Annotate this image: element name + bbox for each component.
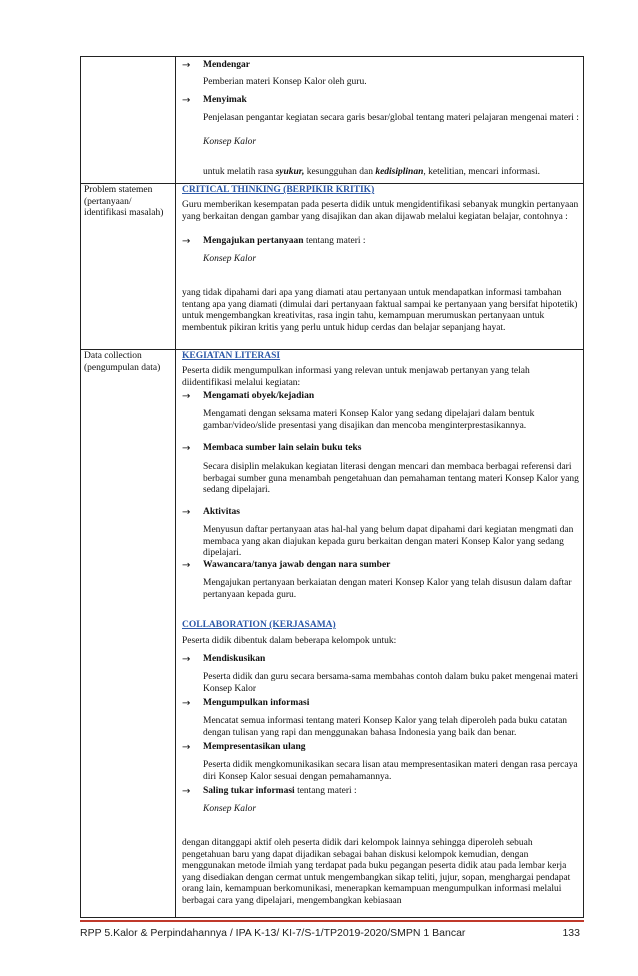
topic-text: Konsep Kalor — [203, 804, 257, 814]
arrow-icon: → — [182, 507, 191, 518]
arrow-icon: → — [182, 698, 191, 709]
arrow-icon: → — [182, 786, 191, 797]
activity-heading: Mengajukan pertanyaan tentang materi : — [203, 236, 366, 246]
activity-heading: Mengumpulkan informasi — [203, 698, 310, 708]
closing-text: dengan ditanggapi aktif oleh peserta didik dari kelompok lainnya sehingga diperoleh sebuah pengetahuan baru yang dapat dijadikan sebagai bahan diskusi kelompok kemudian, dengan menggunakan metode ilmiah yang terdapat pada buku pegangan peserta didik atau pada lembar kerja yang disediakan dengan cermat untuk mengembangkan sikap teliti, jujur, sopan, menghargai pendapat orang lain, kemampuan berkomunikasi, menerapkan kemampuan mengumpulkan informasi melalui berbagai cara yang dipelajari, mengembangkan kebiasaan — [182, 838, 571, 906]
activity-heading: Wawancara/tanya jawab dengan nara sumber — [203, 560, 391, 570]
arrow-icon: → — [182, 60, 191, 71]
arrow-icon: → — [182, 742, 191, 753]
table-row — [81, 349, 583, 917]
activity-text: Peserta didik dan guru secara bersama-sama membahas contoh dalam buku paket mengenai materi Konsep Kalor — [203, 672, 579, 694]
activity-text: Mengajukan pertanyaan berkaiatan dengan materi Konsep Kalor yang telah disusun dalam daftar pertanyaan kepada guru. — [203, 578, 572, 600]
activity-text: Penjelasan pengantar kegiatan secara garis besar/global tentang materi pelajaran mengenai materi : — [203, 113, 579, 123]
row-content-cell — [176, 57, 583, 177]
activity-heading: Mendiskusikan — [203, 654, 266, 664]
row-label-cell: Problem statemen (pertanyaan/ identifikasi masalah) — [81, 184, 176, 349]
section-intro: Guru memberikan kesempatan pada peserta didik untuk mengidentifikasi sebanyak mungkin pertanyaan yang berkaitan dengan gambar yang disajikan dan akan dijawab melalui kegiatan belajar, contohnya : — [182, 200, 579, 222]
closing-text: untuk melatih rasa syukur, kesungguhan dan kedisiplinan, ketelitian, mencari informasi. — [203, 167, 540, 177]
activity-heading: Saling tukar informasi tentang materi : — [203, 786, 357, 796]
arrow-icon: → — [182, 560, 191, 571]
section-intro: Peserta didik dibentuk dalam beberapa kelompok untuk: — [182, 636, 397, 646]
topic-text: Konsep Kalor — [203, 137, 257, 147]
activity-heading: Mempresentasikan ulang — [203, 742, 306, 752]
arrow-icon: → — [182, 654, 191, 665]
row-label-cell: Data collection (pengumpulan data) — [81, 350, 176, 917]
activity-heading: Aktivitas — [203, 507, 240, 517]
topic-text: Konsep Kalor — [203, 254, 257, 264]
section-title: CRITICAL THINKING (BERPIKIR KRITIK) — [182, 185, 375, 195]
activity-heading: Menyimak — [203, 95, 247, 105]
row-label-cell — [81, 57, 176, 183]
lesson-plan-table — [80, 56, 584, 918]
activity-text: Peserta didik mengkomunikasikan secara lisan atau mempresentasikan materi dengan rasa percaya diri Konsep Kalor sesuai dengan pemahamannya. — [203, 760, 578, 782]
section-title: COLLABORATION (KERJASAMA) — [182, 620, 336, 630]
arrow-icon: → — [182, 391, 191, 402]
activity-text: Secara disiplin melakukan kegiatan literasi dengan mencari dan membaca berbagai referensi dari berbagai sumber guna menambah pengetahuan dan pemahaman tentang materi Konsep Kalor yang sedang dipelajari. — [203, 462, 579, 496]
activity-text: Pemberian materi Konsep Kalor oleh guru. — [203, 77, 367, 87]
activity-text: Mencatat semua informasi tentang materi Konsep Kalor yang telah diperoleh pada buku catatan dengan tulisan yang rapi dan menggunakan bahasa Indonesia yang baik dan benar. — [203, 716, 568, 738]
arrow-icon: → — [182, 443, 191, 454]
table-row — [81, 183, 583, 349]
closing-text: yang tidak dipahami dari apa yang diamati atau pertanyaan untuk mendapatkan informasi tambahan tentang apa yang diamati (dimulai dari pertanyaan faktual sampai ke pertanyaan yang bersifat hipotetik) untuk mengembangkan kreativitas, rasa ingin tahu, kemampuan merumuskan pertanyaan untuk membentuk pikiran kritis yang perlu untuk hidup cerdas dan belajar sepanjang hayat. — [182, 288, 578, 333]
activity-heading: Mendengar — [203, 60, 250, 70]
section-intro: Peserta didik mengumpulkan informasi yang relevan untuk menjawab pertanyan yang telah diidentifikasi melalui kegiatan: — [182, 366, 530, 388]
footer-text: RPP 5.Kalor & Perpindahannya / IPA K-13/ KI-7/S-1/TP2019-2020/SMPN 1 Bancar — [80, 927, 466, 939]
row-content-cell — [176, 184, 583, 333]
activity-text: Mengamati dengan seksama materi Konsep Kalor yang sedang dipelajari dalam bentuk gambar/video/slide presentasi yang disajikan dan mencoba menginterprestasikannya. — [203, 409, 535, 431]
section-title: KEGIATAN LITERASI — [182, 351, 281, 361]
page-number: 133 — [562, 927, 580, 939]
table-row — [81, 57, 583, 183]
arrow-icon: → — [182, 236, 191, 247]
arrow-icon: → — [182, 95, 191, 106]
row-content-cell — [176, 350, 583, 906]
activity-text: Menyusun daftar pertanyaan atas hal-hal yang belum dapat dipahami dari kegiatan mengmati dan membaca yang akan diajukan kepada guru berkaitan dengan materi Konsep Kalor yang sedang dipelajari. — [203, 525, 574, 559]
activity-heading: Mengamati obyek/kejadian — [203, 391, 315, 401]
page-footer — [80, 920, 584, 944]
activity-heading: Membaca sumber lain selain buku teks — [203, 443, 362, 453]
